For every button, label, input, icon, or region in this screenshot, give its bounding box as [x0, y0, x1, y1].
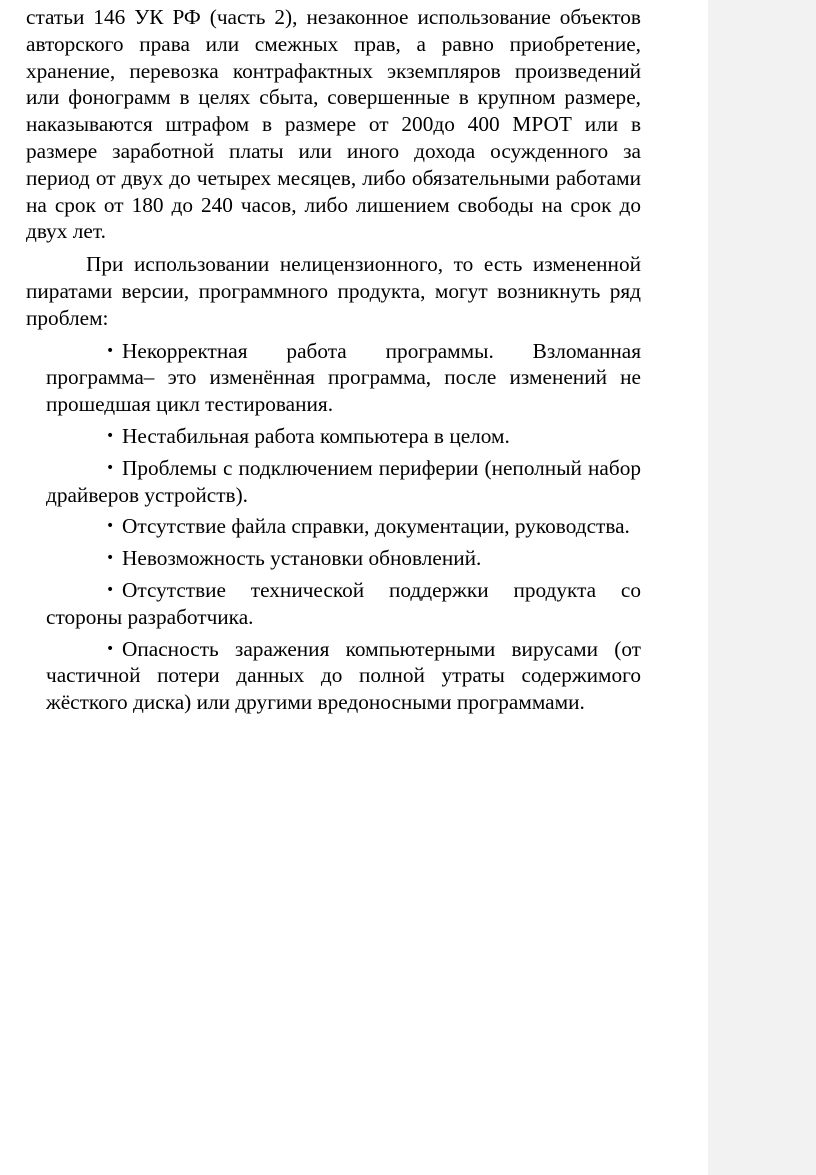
bullet-icon: • [106, 640, 115, 657]
list-item-text: Опасность заражения компьютерными вирусами (от частичной потери данных до полной утраты содержимого жёсткого диска) или другими вредоносными программами. [46, 636, 641, 715]
paragraph-penalties: статьи 146 УК РФ (часть 2), незаконное использование объектов авторского права или смежных прав, а равно приобретение, хранение, перевозка контрафактных экземпляров произведений или фонограмм в целях сбыта, совершенные в крупном размере, наказываются штрафом в размере от 200до 400 МРОТ или в размере заработной платы или иного дохода осужденного за период от двух до четырех месяцев, либо обязательными работами на срок от 180 до 240 часов, либо лишением свободы на срок до двух лет. [26, 5, 641, 244]
list-item-text: Невозможность установки обновлений. [122, 546, 482, 571]
list-item-text: Некорректная работа программы. Взломанная программа– это изменённая программа, после изменений не прошедшая цикл тестирования. [46, 338, 641, 417]
bullet-icon: • [106, 342, 115, 359]
right-margin-panel [708, 0, 816, 1175]
list-item-text: Отсутствие файла справки, документации, руководства. [122, 514, 630, 539]
list-item [46, 545, 641, 572]
list-item-text: Нестабильная работа компьютера в целом. [122, 423, 510, 448]
bullet-icon: • [106, 518, 115, 535]
list-item-text: Проблемы с подключением периферии (неполный набор драйверов устройств). [46, 455, 641, 507]
list-item [46, 423, 641, 450]
problems-list [26, 338, 641, 716]
list-item [46, 455, 641, 509]
list-item [46, 338, 641, 418]
document-body [26, 4, 641, 721]
bullet-icon: • [106, 427, 115, 444]
bullet-icon: • [106, 550, 115, 567]
bullet-icon: • [106, 581, 115, 598]
list-item [46, 577, 641, 631]
list-item-text: Отсутствие технической поддержки продукта со стороны разработчика. [46, 577, 641, 629]
bullet-icon: • [106, 459, 115, 476]
paragraph-intro-problems: При использовании нелицензионного, то есть измененной пиратами версии, программного продукта, могут возникнуть ряд проблем: [26, 252, 641, 330]
list-item [46, 513, 641, 540]
list-item [46, 636, 641, 716]
